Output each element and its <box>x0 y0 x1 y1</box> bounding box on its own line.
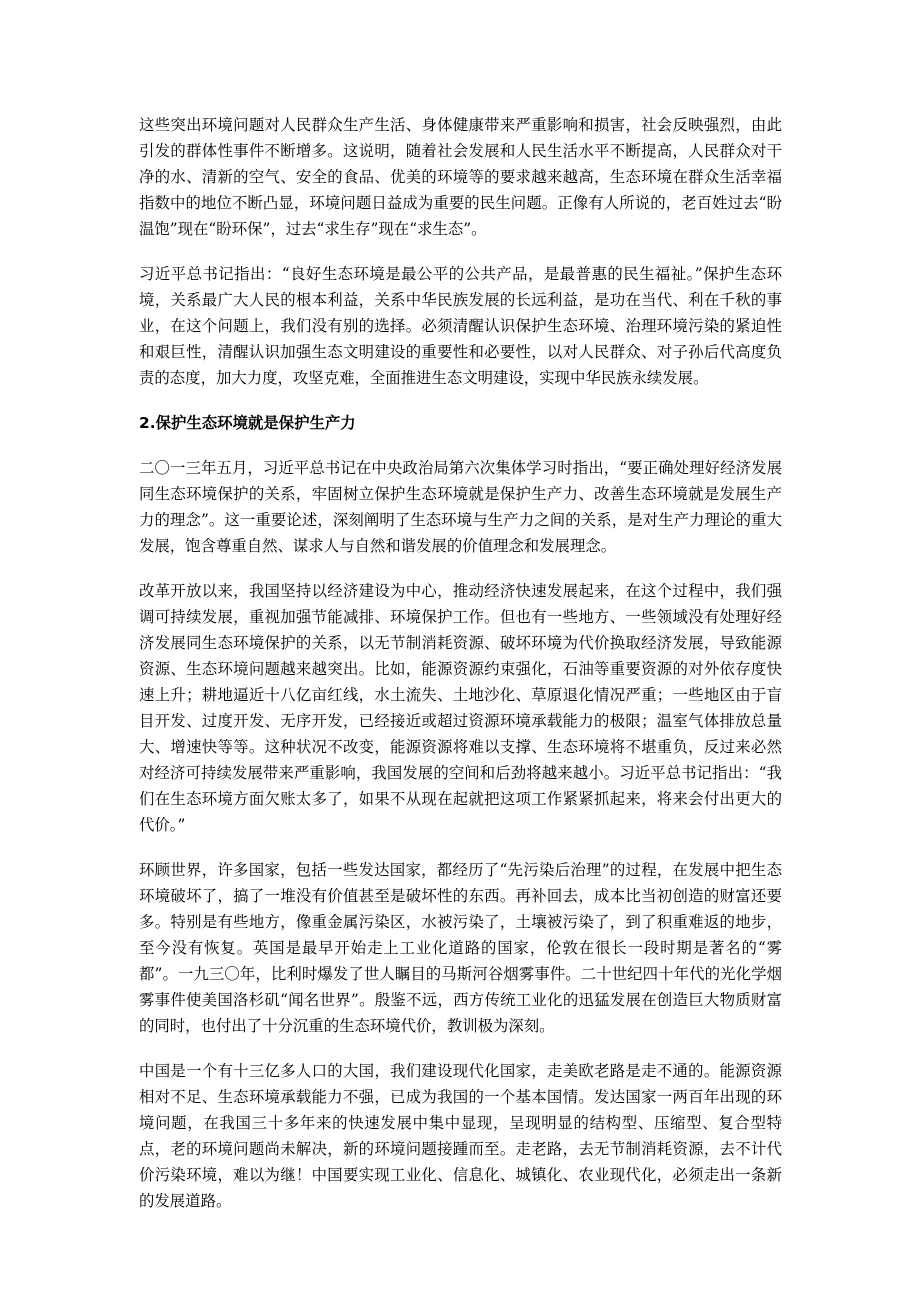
paragraph-1: 这些突出环境问题对人民群众生产生活、身体健康带来严重影响和损害，社会反映强烈，由此引发的群体性事件不断增多。这说明，随着社会发展和人民生活水平不断提高，人民群众对干净的水、清新的空气、安全的食品、优美的环境等的要求越来越高，生态环境在群众生活幸福指数中的地位不断凸显，环境问题日益成为重要的民生问题。正像有人所说的，老百姓过去“盼温饱”现在“盼环保”，过去“求生存”现在“求生态”。 <box>139 116 782 238</box>
paragraph-4: 改革开放以来，我国坚持以经济建设为中心，推动经济快速发展起来，在这个过程中，我们强调可持续发展，重视加强节能减排、环境保护工作。但也有一些地方、一些领域没有处理好经济发展同生态环境保护的关系，以无节制消耗资源、破坏环境为代价换取经济发展，导致能源资源、生态环境问题越来越突出。比如，能源资源约束强化，石油等重要资源的对外依存度快速上升；耕地逼近十八亿亩红线，水土流失、土地沙化、草原退化情况严重；一些地区由于盲目开发、过度开发、无序开发，已经接近或超过资源环境承载能力的极限；温室气体排放总量大、增速快等等。这种状况不改变，能源资源将难以支撑、生态环境将不堪重负，反过来必然对经济可持续发展带来严重影响，我国发展的空间和后劲将越来越小。习近平总书记指出：“我们在生态环境方面欠账太多了，如果不从现在起就把这项工作紧紧抓起来，将来会付出更大的代价。” <box>139 582 782 834</box>
paragraph-6: 中国是一个有十三亿多人口的大国，我们建设现代化国家，走美欧老路是走不通的。能源资源相对不足、生态环境承载能力不强，已成为我国的一个基本国情。发达国家一两百年出现的环境问题，在我国三十多年来的快速发展中集中显现，呈现明显的结构型、压缩型、复合型特点，老的环境问题尚未解决，新的环境问题接踵而至。走老路，去无节制消耗资源，去不计代价污染环境，难以为继！中国要实现工业化、信息化、城镇化、农业现代化，必须走出一条新的发展道路。 <box>139 1062 782 1210</box>
document-page <box>139 112 782 1233</box>
paragraph-3: 二〇一三年五月，习近平总书记在中央政治局第六次集体学习时指出，“要正确处理好经济发展同生态环境保护的关系，牢固树立保护生态环境就是保护生产力、改善生态环境就是发展生产力的理念”。这一重要论述，深刻阐明了生态环境与生产力之间的关系，是对生产力理论的重大发展，饱含尊重自然、谋求人与自然和谐发展的价值理念和发展理念。 <box>139 459 782 555</box>
paragraph-2: 习近平总书记指出：“良好生态环境是最公平的公共产品，是最普惠的民生福祉。”保护生态环境，关系最广大人民的根本利益，关系中华民族发展的长远利益，是功在当代、利在千秋的事业，在这个问题上，我们没有别的选择。必须清醒认识保护生态环境、治理环境污染的紧迫性和艰巨性，清醒认识加强生态文明建设的重要性和必要性，以对人民群众、对子孙后代高度负责的态度，加大力度，攻坚克难，全面推进生态文明建设，实现中华民族永续发展。 <box>139 265 782 387</box>
paragraph-5: 环顾世界，许多国家，包括一些发达国家，都经历了“先污染后治理”的过程，在发展中把生态环境破坏了，搞了一堆没有价值甚至是破坏性的东西。再补回去，成本比当初创造的财富还要多。特别是有些地方，像重金属污染区，水被污染了，土壤被污染了，到了积重难返的地步，至今没有恢复。英国是最早开始走上工业化道路的国家，伦敦在很长一段时期是著名的“雾都”。一九三〇年，比利时爆发了世人瞩目的马斯河谷烟雾事件。二十世纪四十年代的光化学烟雾事件使美国洛杉矶“闻名世界”。殷鉴不远，西方传统工业化的迅猛发展在创造巨大物质财富的同时，也付出了十分沉重的生态环境代价，教训极为深刻。 <box>139 861 782 1035</box>
section-heading: 2.保护生态环境就是保护生产力 <box>139 414 356 432</box>
